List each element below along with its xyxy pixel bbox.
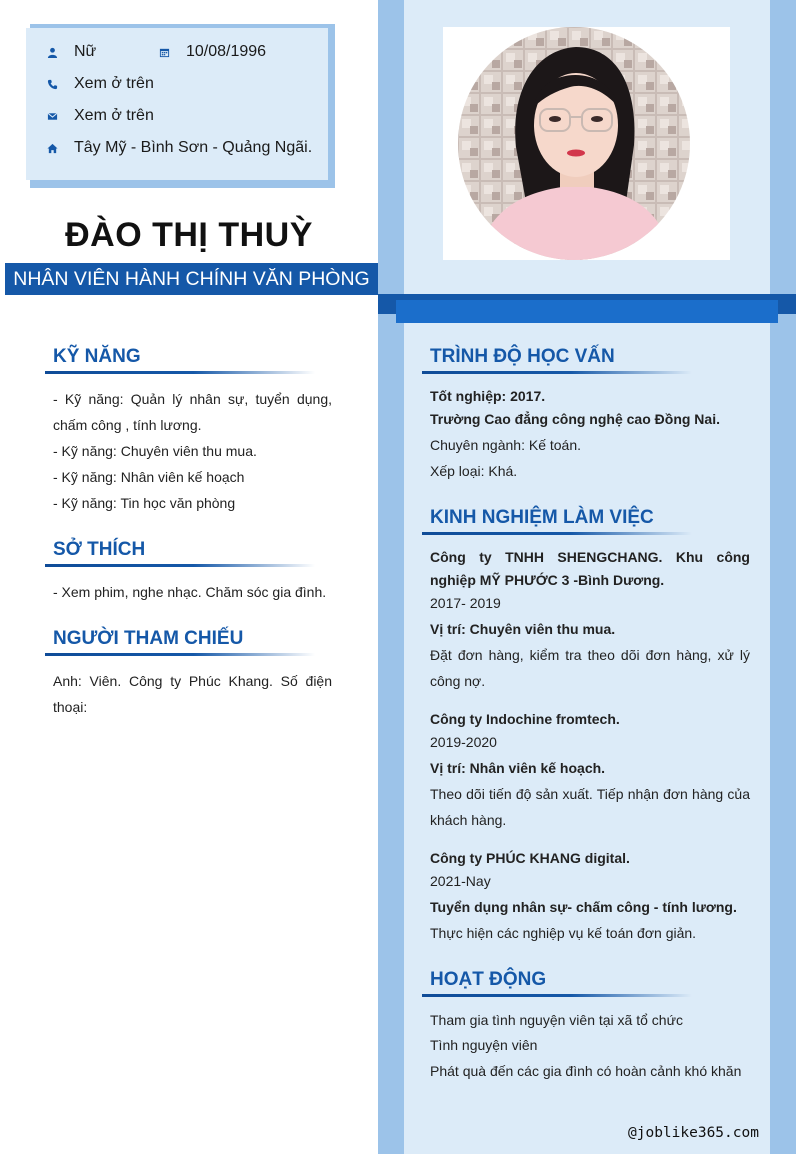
calendar-icon	[159, 47, 170, 58]
email-value: Xem ở trên	[74, 107, 154, 124]
skills-underline	[45, 371, 315, 374]
address-value: Tây Mỹ - Bình Sơn - Quảng Ngãi.	[74, 139, 313, 156]
job-position: Vị trí: Chuyên viên thu mua.	[430, 621, 616, 637]
skill-item: - Kỹ năng: Nhân viên kế hoạch	[53, 469, 245, 485]
job-description: Thực hiện các nghiệp vụ kế toán đơn giản.	[430, 925, 697, 941]
home-icon	[47, 143, 58, 154]
education-school: Trường Cao đẳng công nghệ cao Đồng Nai.	[430, 411, 720, 427]
job-title: NHÂN VIÊN HÀNH CHÍNH VĂN PHÒNG	[5, 263, 378, 295]
education-grade: Xếp loại: Khá.	[430, 463, 518, 479]
skill-item: - Kỹ năng: Quản lý nhân sự, tuyển dụng, chấm công , tính lương.	[53, 391, 332, 433]
email-row	[47, 107, 154, 125]
phone-icon	[47, 79, 58, 90]
activity-item: Tình nguyện viên	[430, 1037, 538, 1053]
divider-band-accent	[396, 300, 778, 323]
job-company: Công ty PHÚC KHANG digital.	[430, 850, 630, 866]
dob-row	[159, 43, 266, 61]
skill-item: - Kỹ năng: Chuyên viên thu mua.	[53, 443, 257, 459]
mail-icon	[47, 111, 58, 122]
activity-item: Tham gia tình nguyện viên tại xã tổ chức	[430, 1012, 683, 1028]
experience-underline	[422, 532, 692, 535]
hobbies-text: - Xem phim, nghe nhạc. Chăm sóc gia đình.	[53, 584, 327, 600]
job-position: Tuyển dụng nhân sự- chấm công - tính lương.	[430, 899, 737, 915]
job-description: Đặt đơn hàng, kiểm tra theo dõi đơn hàng, xử lý công nợ.	[430, 647, 750, 689]
hobbies-underline	[45, 564, 315, 567]
gender-row	[47, 43, 96, 61]
job-description: Theo dõi tiến độ sản xuất. Tiếp nhận đơn hàng của khách hàng.	[430, 786, 750, 828]
references-text: Anh: Viên. Công ty Phúc Khang. Số điện thoại:	[53, 673, 332, 715]
candidate-name: ĐÀO THỊ THUỲ	[65, 216, 313, 254]
skill-item: - Kỹ năng: Tin học văn phòng	[53, 495, 236, 511]
activities-heading: HOẠT ĐỘNG	[430, 969, 547, 990]
education-heading: TRÌNH ĐỘ HỌC VẤN	[430, 346, 615, 367]
phone-row	[47, 75, 154, 93]
gender-value: Nữ	[74, 43, 97, 60]
watermark: @joblike365.com	[628, 1125, 759, 1141]
experience-heading: KINH NGHIỆM LÀM VIỆC	[430, 507, 654, 528]
activities-underline	[422, 994, 692, 997]
job-company: Công ty Indochine fromtech.	[430, 711, 620, 727]
address-row	[47, 139, 312, 157]
profile-photo	[458, 27, 690, 260]
dob-value: 10/08/1996	[186, 43, 267, 60]
education-underline	[422, 371, 692, 374]
job-period: 2021-Nay	[430, 873, 491, 889]
job-company: Công ty TNHH SHENGCHANG. Khu công nghiệp MỸ PHƯỚC 3 -Bình Dương.	[430, 549, 750, 588]
references-heading: NGƯỜI THAM CHIẾU	[53, 628, 244, 649]
job-position: Vị trí: Nhân viên kế hoạch.	[430, 760, 606, 776]
job-period: 2019-2020	[430, 734, 497, 750]
phone-value: Xem ở trên	[74, 75, 154, 92]
references-underline	[45, 653, 315, 656]
education-graduated: Tốt nghiệp: 2017.	[430, 388, 546, 404]
education-major: Chuyên ngành: Kế toán.	[430, 437, 582, 453]
skills-heading: KỸ NĂNG	[53, 346, 141, 367]
job-period: 2017- 2019	[430, 595, 501, 611]
activity-item: Phát quà đến các gia đình có hoàn cảnh khó khăn	[430, 1063, 742, 1079]
hobbies-heading: SỞ THÍCH	[53, 539, 146, 560]
user-icon	[47, 47, 58, 58]
